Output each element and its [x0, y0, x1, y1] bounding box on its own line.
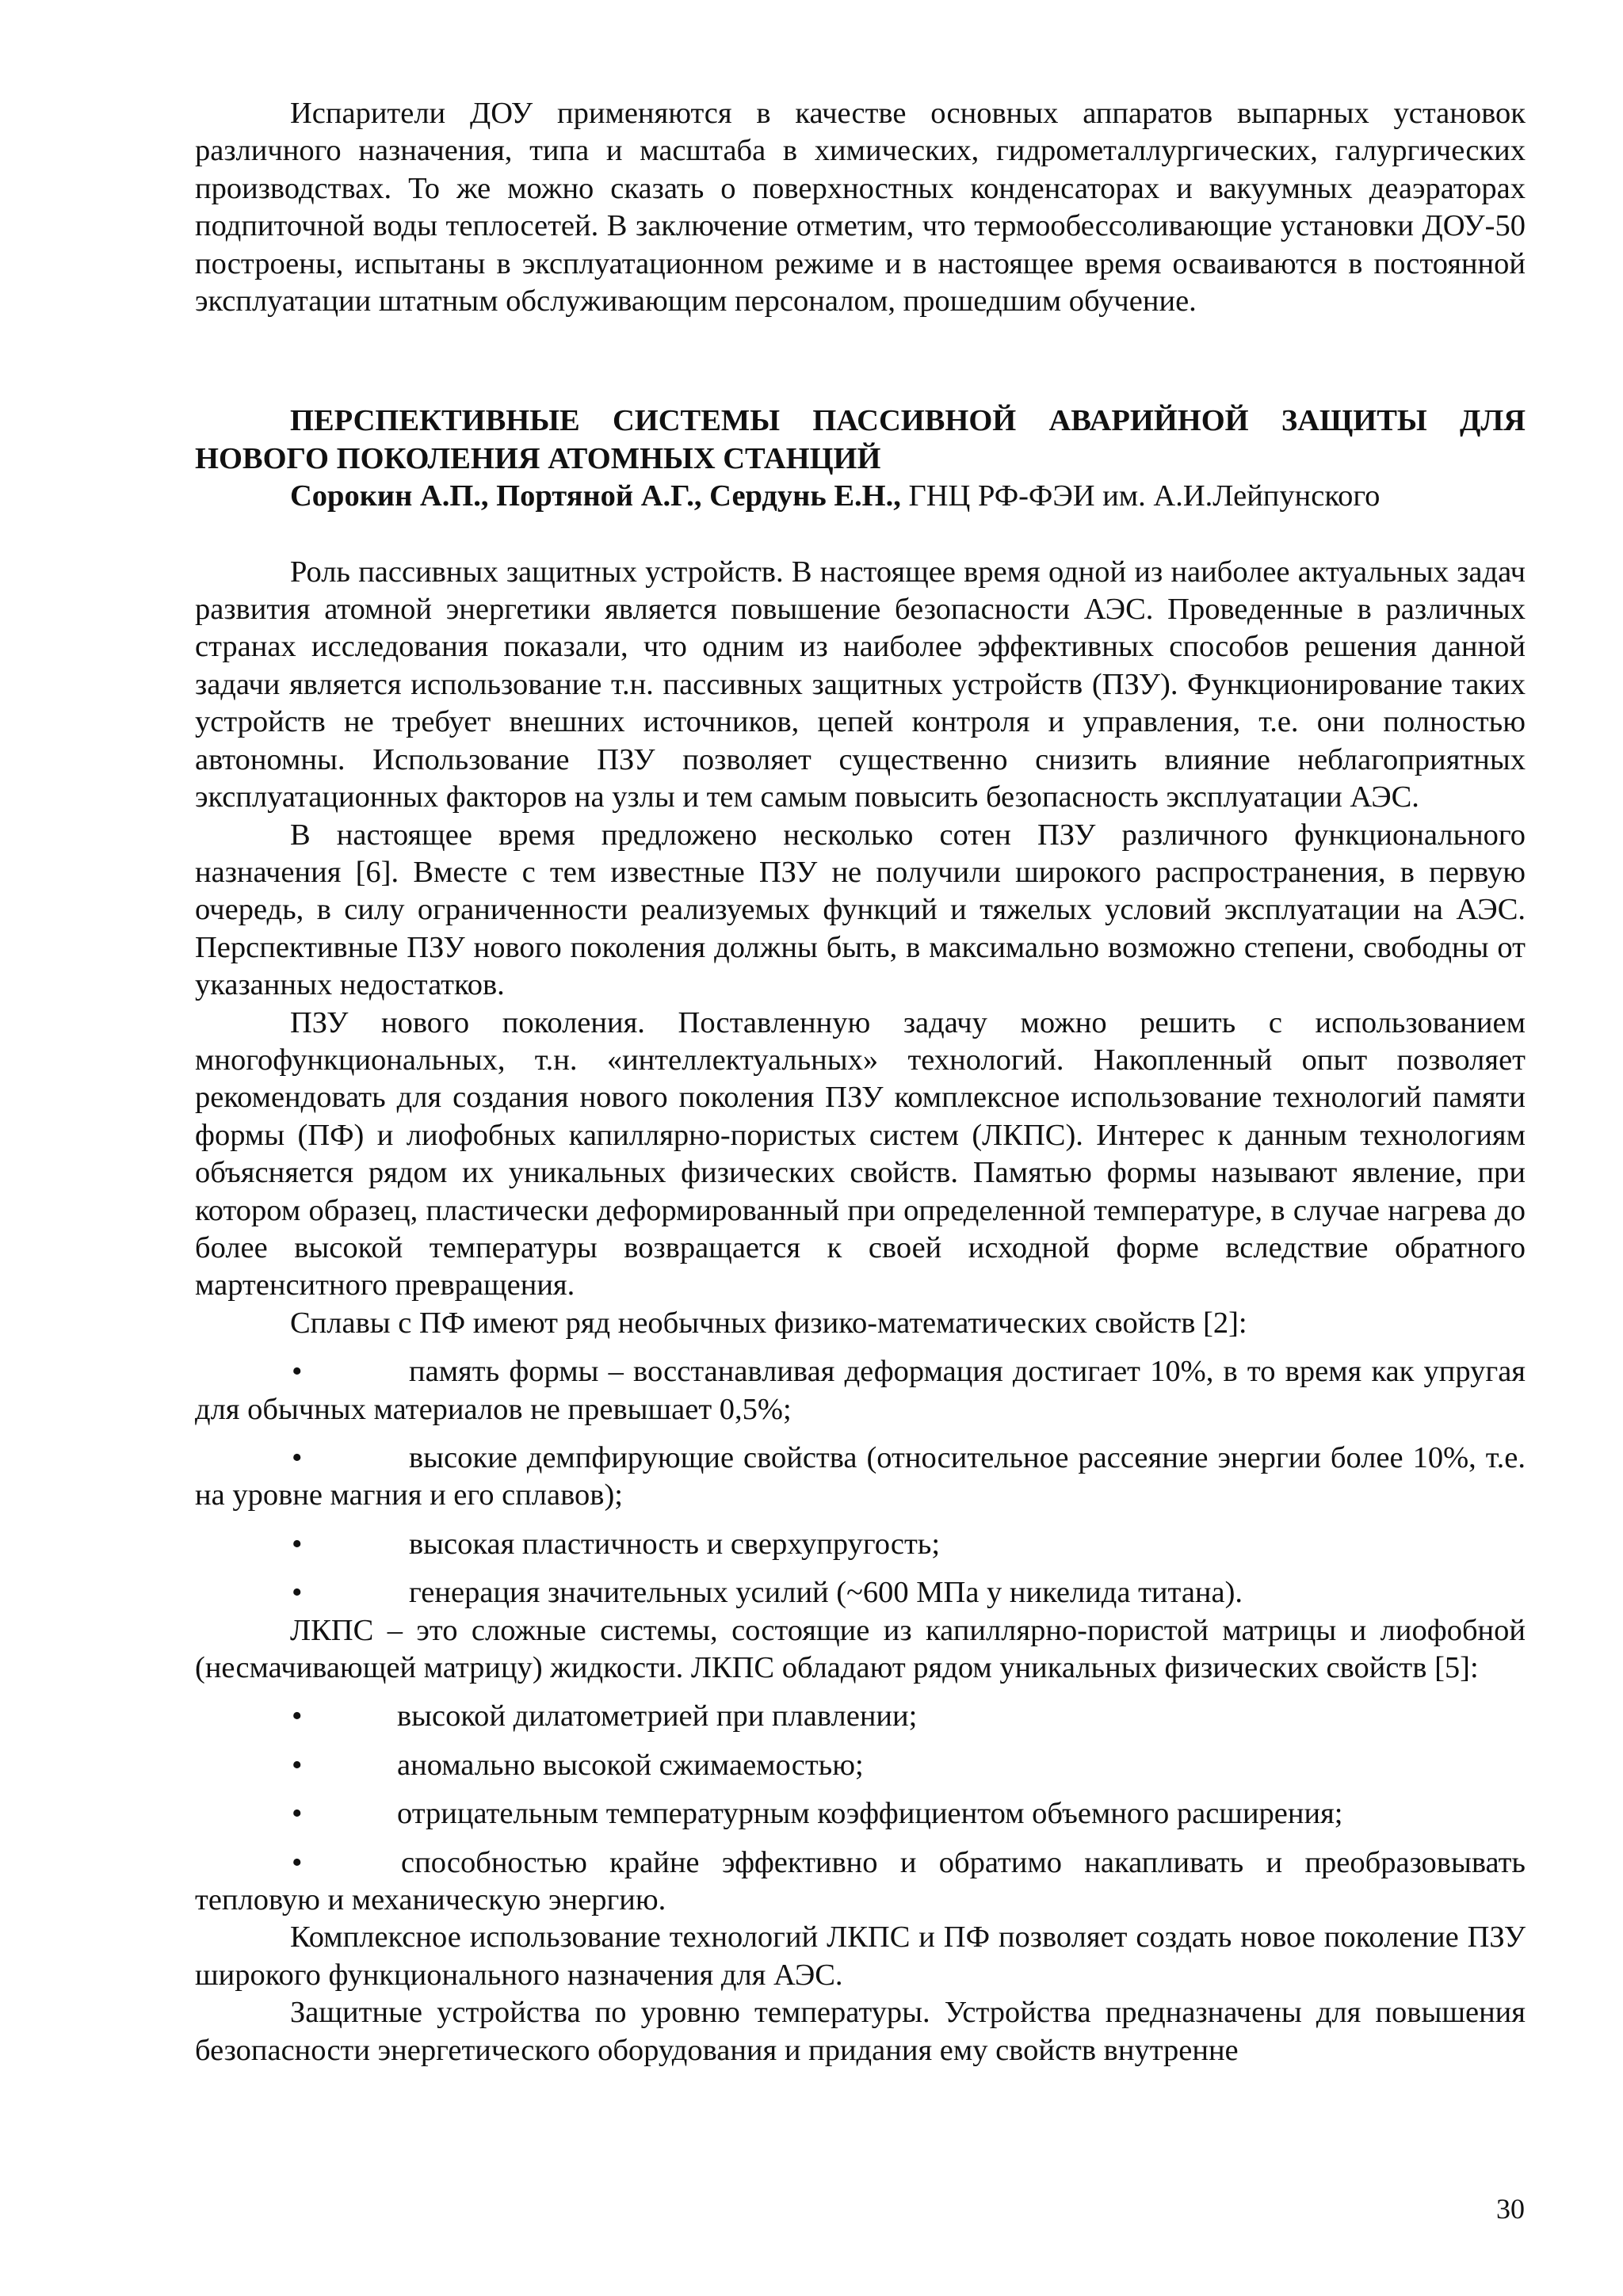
spacer — [195, 320, 1526, 402]
document-page — [195, 95, 1526, 2069]
list-item — [195, 1795, 1526, 1833]
bullet-icon: • — [292, 1797, 303, 1831]
paragraph-3: ПЗУ нового поколения. Поставленную задачу можно решить с использованием многофункциональных, т.н. «интеллектуальных» технологий. Накопленный опыт позволяет рекомендовать для создания нового поколения ПЗУ комплексное использование технологий памяти формы (ПФ) и лиофобных капиллярно-пористых систем (ЛКПС). Интерес к данным технологиям объясняется рядом их уникальных физических свойств. Памятью формы называют явление, при котором образец, пластически деформированный при определенной температуре, в случае нагрева до более высокой температуры возвращается к своей исходной форме вследствие обратного мартенситного превращения. — [195, 1005, 1526, 1302]
list-item-text: генерация значительных усилий (~600 МПа у никелида титана). — [409, 1576, 1243, 1610]
article-title: ПЕРСПЕКТИВНЫЕ СИСТЕМЫ ПАССИВНОЙ АВАРИЙНОЙ ЗАЩИТЫ ДЛЯ НОВОГО ПОКОЛЕНИЯ АТОМНЫХ СТАНЦИЙ — [195, 404, 1526, 475]
article-affiliation: ГНЦ РФ-ФЭИ им. А.И.Лейпунского — [908, 479, 1381, 513]
list-item — [195, 1353, 1526, 1428]
list-item — [195, 1747, 1526, 1784]
article-authors: Сорокин А.П., Портяной А.Г., Сердунь Е.Н., — [290, 479, 901, 513]
list-item — [195, 1844, 1526, 1920]
bullet-icon: • — [292, 1748, 303, 1782]
bullet-icon: • — [292, 1527, 303, 1561]
list-item-text: способностью крайне эффективно и обратимо накапливать и преобразовывать тепловую и механическую энергию. — [195, 1845, 1526, 1917]
list-item-text: высокая пластичность и сверхупругость; — [409, 1527, 941, 1561]
list-item-text: аномально высокой сжимаемостью; — [397, 1748, 864, 1782]
list-item-text: отрицательным температурным коэффициентом объемного расширения; — [397, 1797, 1343, 1831]
paragraph-4: Сплавы с ПФ имеют ряд необычных физико-математических свойств [2]: — [290, 1306, 1247, 1340]
article-byline — [195, 478, 1526, 515]
bullet-icon: • — [292, 1576, 303, 1610]
list-item — [195, 1526, 1526, 1563]
paragraph-5: ЛКПС – это сложные системы, состоящие из капиллярно-пористой матрицы и лиофобной (несмачивающей матрицу) жидкости. ЛКПС обладают рядом уникальных физических свойств [5]: — [195, 1613, 1526, 1685]
list-item-text: высокой дилатометрией при плавлении; — [397, 1699, 918, 1733]
paragraph-1: Роль пассивных защитных устройств. В настоящее время одной из наиболее актуальных задач развития атомной энергетики является повышение безопасности АЭС. Проведенные в различных странах исследования показали, что одним из наиболее эффективных способов решения данной задачи является использование т.н. пассивных защитных устройств (ПЗУ). Функционирование таких устройств не требует внешних источников, цепей контроля и управления, т.е. они полностью автономны. Использование ПЗУ позволяет существенно снизить влияние неблагоприятных эксплуатационных факторов на узлы и тем самым повысить безопасность эксплуатации АЭС. — [195, 555, 1526, 814]
bullet-icon: • — [292, 1441, 303, 1474]
paragraph-6: Комплексное использование технологий ЛКПС и ПФ позволяет создать новое поколение ПЗУ широкого функционального назначения для АЭС. — [195, 1920, 1526, 1992]
paragraph-2: В настоящее время предложено несколько сотен ПЗУ различного функционального назначения [6]. Вместе с тем известные ПЗУ не получили широкого распространения, в первую очередь, в силу ограниченности реализуемых функций и тяжелых условий эксплуатации на АЭС. Перспективные ПЗУ нового поколения должны быть, в максимально возможно степени, свободны от указанных недостатков. — [195, 818, 1526, 1002]
list-item — [195, 1440, 1526, 1515]
list-item — [195, 1574, 1526, 1611]
bullet-icon: • — [292, 1845, 303, 1879]
list-item — [195, 1698, 1526, 1735]
bullet-icon: • — [292, 1355, 303, 1389]
intro-paragraph: Испарители ДОУ применяются в качестве основных аппаратов выпарных установок различного назначения, типа и масштаба в химических, гидрометаллургических, галургических производствах. То же можно сказать о поверхностных конденсаторах и вакуумных деаэраторах подпиточной воды теплосетей. В заключение отметим, что термообессоливающие установки ДОУ-50 построены, испытаны в эксплуатационном режиме и в настоящее время осваиваются в постоянной эксплуатации штатным обслуживающим персоналом, прошедшим обучение. — [195, 97, 1526, 318]
spacer — [195, 516, 1526, 554]
paragraph-7: Защитные устройства по уровню температуры. Устройства предназначены для повышения безопасности энергетического оборудования и придания ему свойств внутренне — [195, 1996, 1526, 2067]
bullet-icon: • — [292, 1699, 303, 1733]
page-number: 30 — [1496, 2193, 1525, 2225]
list-item-text: память формы – восстанавливая деформация достигает 10%, в то время как упругая для обычных материалов не превышает 0,5%; — [195, 1355, 1526, 1426]
list-item-text: высокие демпфирующие свойства (относительное рассеяние энергии более 10%, т.е. на уровне магния и его сплавов); — [195, 1441, 1526, 1512]
